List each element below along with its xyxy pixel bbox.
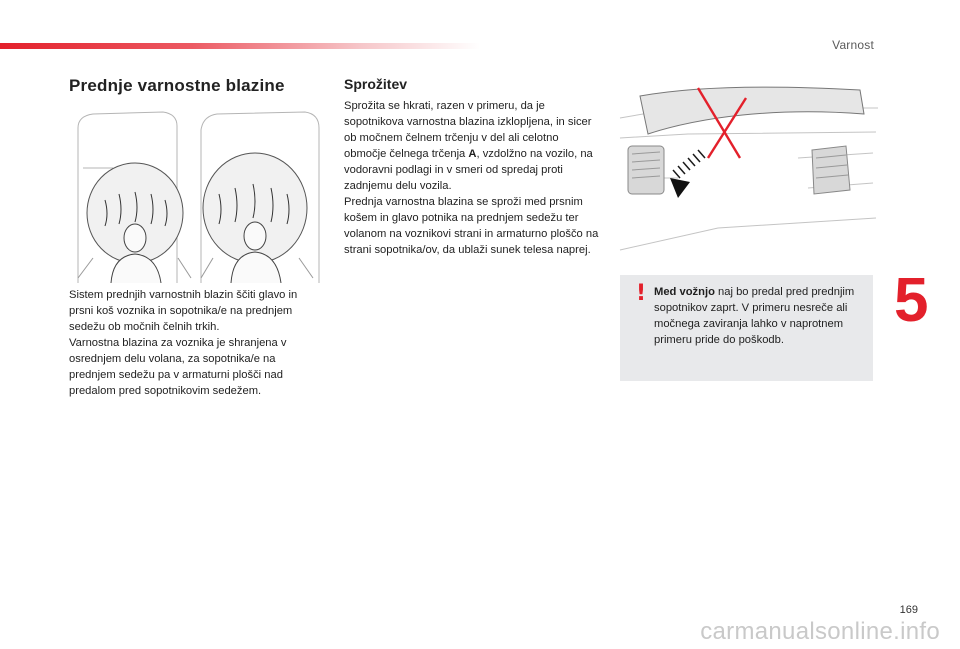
deployment-paragraph-1 (344, 98, 602, 194)
warning-body: naj bo predal pred prednjim sopotnikov zaprt. V primeru nesreče ali močnega zaviranja lahko v naprotnem primeru pride do poškodb. (654, 286, 855, 346)
header-accent-bar (0, 43, 480, 49)
warning-box (620, 275, 873, 381)
warning-exclamation-icon: ! (636, 281, 647, 306)
left-paragraph-2: Varnostna blazina za voznika je shranjena v osrednjem delu volana, za sopotnika/e na prednjem sedežu pa v armaturni plošči nad predalom pred sopotnikovim sedežem. (69, 337, 287, 397)
deployment-text-a: Sprožita se hkrati, razen v primeru, da je sopotnikova varnostna blazina izklopljena, in sicer ob močnem čelnem trčenju v del ali celotno območje čelnega trčenja (344, 100, 592, 160)
left-paragraph-1: Sistem prednjih varnostnih blazin ščiti glavo in prsni koš voznika in sopotnika/e na prednjem sedežu ob močnih čelnih trkih. (69, 289, 298, 333)
front-airbags-illustration (73, 108, 323, 283)
page-title: Prednje varnostne blazine (69, 76, 285, 95)
warning-text (654, 284, 866, 348)
deployment-paragraph-2: Prednja varnostna blazina se sproži med prsnim košem in glavo potnika na prednjem sedežu ter volanom na voznikovi strani in armaturno ploščo na strani sopotnika/ov, da ublaži sunek telesa naprej. (344, 196, 599, 256)
dashboard-airbag-illustration (618, 78, 880, 253)
deployment-heading: Sprožitev (344, 76, 408, 92)
deployment-text-b: , vzdolžno na vozilo, na vodoravni podlagi in v smeri od spredaj proti zadnjemu delu vozila. (344, 148, 593, 192)
zone-label-a: A (468, 148, 477, 160)
deployment-body-text (344, 98, 602, 258)
watermark: carmanualsonline.info (700, 618, 940, 645)
page-number: 169 (899, 604, 918, 616)
left-body-text (69, 287, 324, 399)
chapter-number: 5 (894, 266, 929, 335)
section-label: Varnost (832, 38, 874, 52)
impact-arrow-icon (670, 178, 690, 198)
warning-bold-lead: Med vožnjo (654, 286, 715, 298)
